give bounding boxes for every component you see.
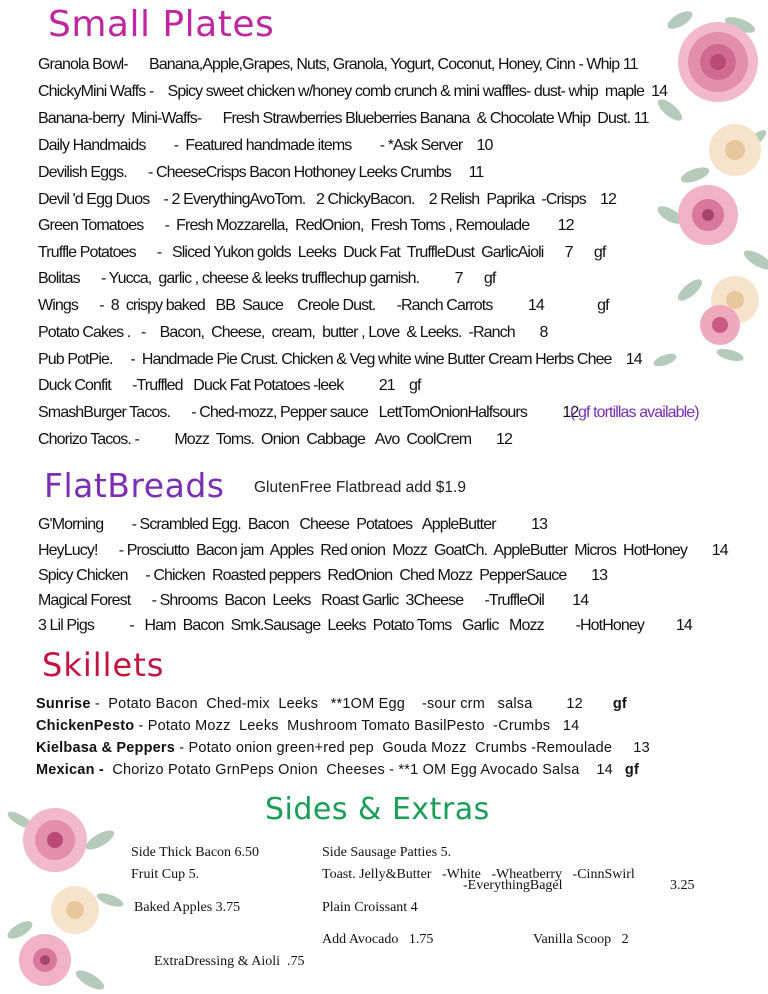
menu-item: SmashBurger Tacos. - Ched-mozz, Pepper sauce LettTomOnionHalfsours 12: [38, 404, 579, 421]
menu-item: Bolitas - Yucca, garlic , cheese & leeks trufflechup garnish. 7 gf: [38, 270, 496, 287]
skillet-item: Sunrise - Potato Bacon Ched-mix Leeks **1OM Egg -sour crm salsa 12 gf: [36, 696, 627, 712]
side-fruit-cup: Fruit Cup 5.: [131, 867, 200, 882]
side-baked-apples: Baked Apples 3.75: [134, 900, 241, 915]
skillets-heading: Skillets: [42, 646, 165, 684]
menu-item: Truffle Potatoes - Sliced Yukon golds Leeks Duck Fat TruffleDust GarlicAioli 7 gf: [38, 244, 606, 261]
menu-item: Devil 'd Egg Duos - 2 EverythingAvoTom. 2 ChickyBacon. 2 Relish Paprika -Crisps 12: [38, 191, 616, 208]
gluten-free-note: GlutenFree Flatbread add $1.9: [254, 479, 466, 496]
side-thick-bacon: Side Thick Bacon 6.50: [131, 845, 260, 860]
menu-item: Pub PotPie. - Handmade Pie Crust. Chicken & Veg white wine Butter Cream Herbs Chee 14: [38, 351, 642, 368]
floral-decoration-bottom-left: [0, 800, 130, 994]
menu-item: Potato Cakes . - Bacon, Cheese, cream, butter , Love & Leeks. -Ranch 8: [38, 324, 548, 341]
floral-decoration-top-right: [640, 0, 768, 380]
menu-item: Granola Bowl- Banana,Apple,Grapes, Nuts, Granola, Yogurt, Coconut, Honey, Cinn - Whip 11: [38, 56, 638, 73]
skillet-item: ChickenPesto - Potato Mozz Leeks Mushroom Tomato BasilPesto -Crumbs 14: [36, 718, 580, 734]
menu-item: Devilish Eggs. - CheeseCrisps Bacon Hothoney Leeks Crumbs 11: [38, 164, 484, 181]
sides-extras-heading: Sides & Extras: [265, 792, 490, 827]
side-extra-dressing: ExtraDressing & Aioli .75: [154, 954, 305, 969]
flatbread-item: HeyLucy! - Prosciutto Bacon jam Apples Red onion Mozz GoatCh. AppleButter Micros HotHoney 14: [38, 542, 728, 559]
skillet-item: Mexican - Chorizo Potato GrnPeps Onion Cheeses - **1 OM Egg Avocado Salsa 14 gf: [36, 762, 639, 778]
flatbread-item: Spicy Chicken - Chicken Roasted peppers RedOnion Ched Mozz PepperSauce 13: [38, 567, 608, 584]
flatbreads-heading: FlatBreads: [44, 466, 225, 505]
tacos-gf-note: ( gf tortillas available): [570, 404, 699, 421]
side-toast: Toast. Jelly&Butter -White -Wheatberry -CinnSwirl: [322, 867, 635, 882]
menu-item: Duck Confit -Truffled Duck Fat Potatoes -leek 21 gf: [38, 377, 421, 394]
menu-item: Chorizo Tacos. - Mozz Toms. Onion Cabbage Avo CoolCrem 12: [38, 431, 513, 448]
side-avocado: Add Avocado 1.75: [322, 932, 434, 947]
flatbread-item: 3 Lil Pigs - Ham Bacon Smk.Sausage Leeks Potato Toms Garlic Mozz -HotHoney 14: [38, 617, 692, 634]
menu-item: Green Tomatoes - Fresh Mozzarella, RedOnion, Fresh Toms , Remoulade 12: [38, 217, 574, 234]
side-toast-price: 3.25: [670, 878, 695, 893]
menu-item: ChickyMini Waffs - Spicy sweet chicken w/honey comb crunch & mini waffles- dust- whip maple 14: [38, 83, 668, 100]
side-toast-bagel: -EverythingBagel: [463, 878, 563, 893]
side-vanilla-scoop: Vanilla Scoop 2: [533, 932, 629, 947]
side-sausage: Side Sausage Patties 5.: [322, 845, 452, 860]
flatbread-item: Magical Forest - Shrooms Bacon Leeks Roast Garlic 3Cheese -TruffleOil 14: [38, 592, 589, 609]
side-croissant: Plain Croissant 4: [322, 900, 418, 915]
flatbread-item: G'Morning - Scrambled Egg. Bacon Cheese Potatoes AppleButter 13: [38, 516, 548, 533]
small-plates-heading: Small Plates: [48, 4, 275, 45]
menu-item: Banana-berry Mini-Waffs- Fresh Strawberries Blueberries Banana & Chocolate Whip Dust. 11: [38, 110, 649, 127]
menu-item: Daily Handmaids - Featured handmade items - *Ask Server 10: [38, 137, 493, 154]
menu-item: Wings - 8 crispy baked BB Sauce Creole Dust. -Ranch Carrots 14 gf: [38, 297, 609, 314]
skillet-item: Kielbasa & Peppers - Potato onion green+red pep Gouda Mozz Crumbs -Remoulade 13: [36, 740, 650, 756]
